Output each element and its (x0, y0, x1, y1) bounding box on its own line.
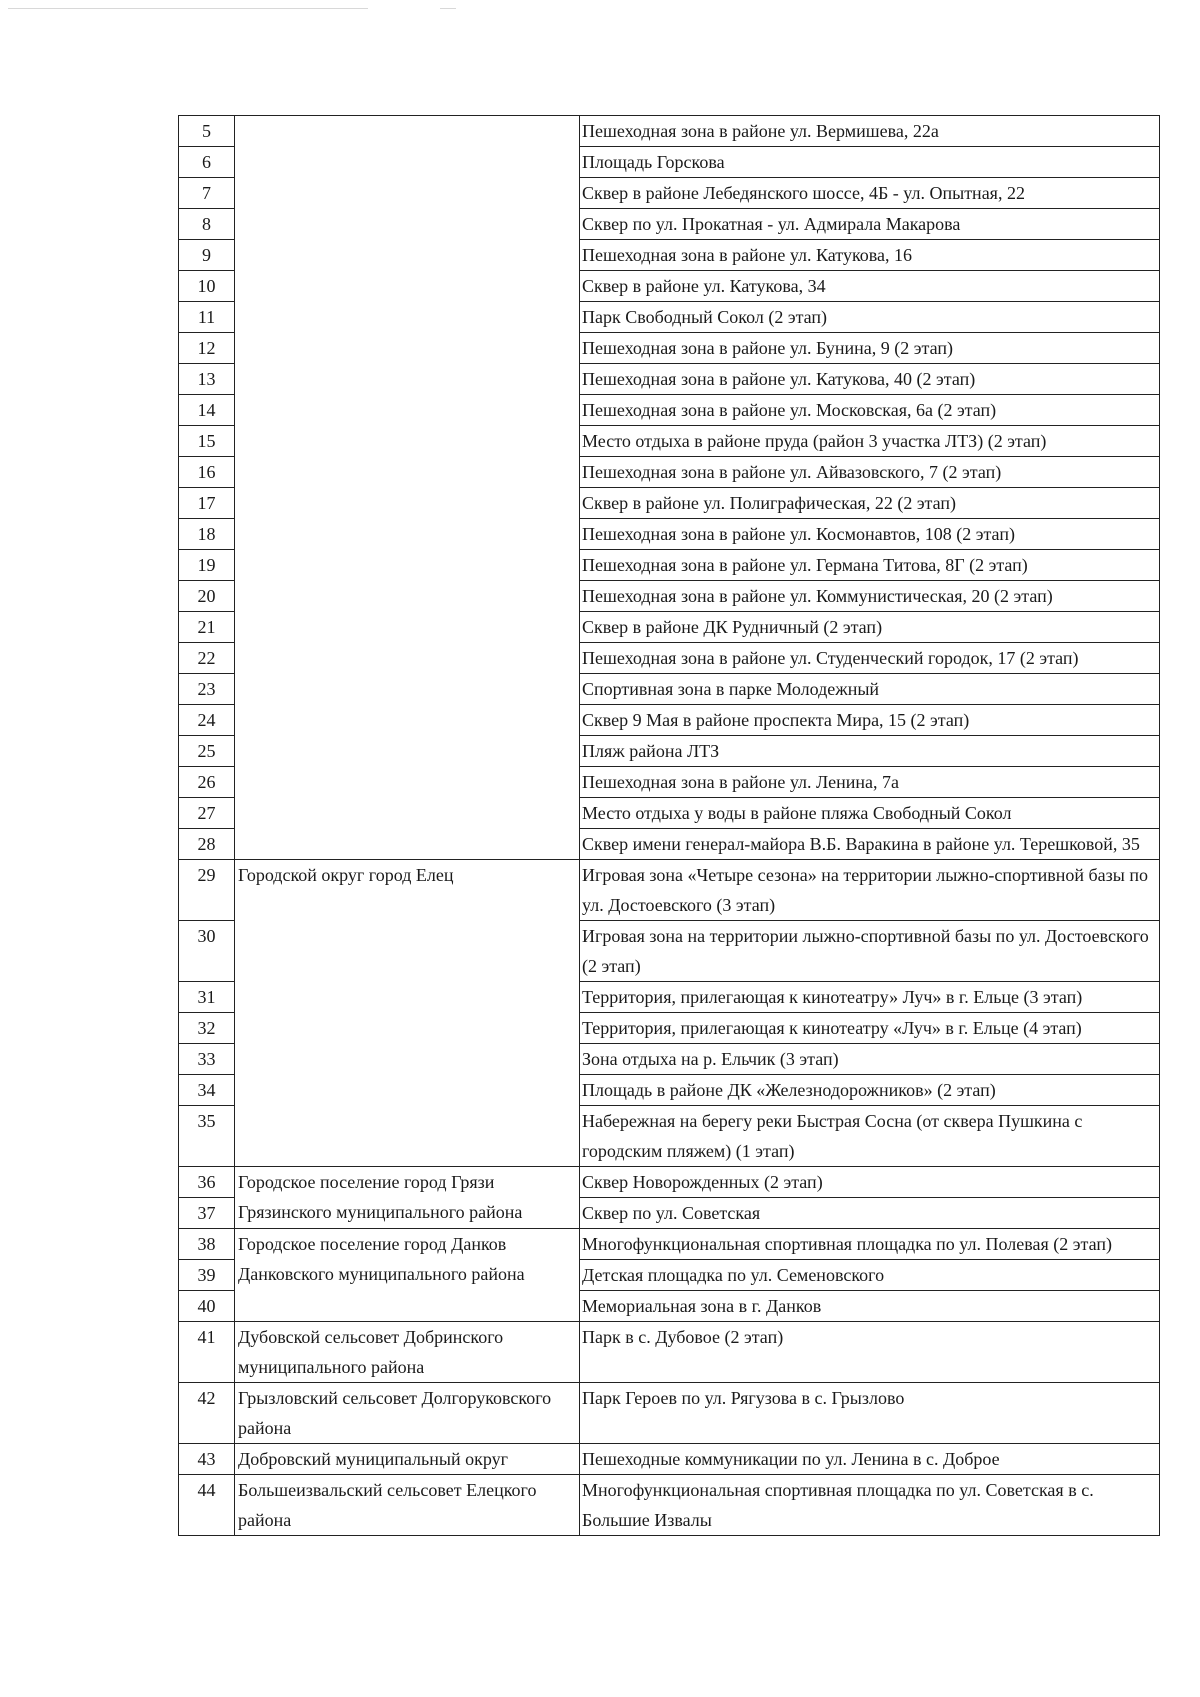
row-number: 27 (179, 798, 235, 829)
object-name: Пешеходная зона в районе ул. Катукова, 16 (580, 240, 1160, 271)
object-name: Пешеходная зона в районе ул. Ленина, 7а (580, 767, 1160, 798)
row-number: 18 (179, 519, 235, 550)
row-number: 42 (179, 1383, 235, 1444)
table-row (179, 1444, 1160, 1475)
object-name: Пешеходная зона в районе ул. Вермишева, 22а (580, 116, 1160, 147)
object-name: Сквер в районе ул. Полиграфическая, 22 (2 этап) (580, 488, 1160, 519)
object-name: Территория, прилегающая к кинотеатру «Луч» в г. Ельце (4 этап) (580, 1013, 1160, 1044)
table-row (179, 1322, 1160, 1383)
row-number: 26 (179, 767, 235, 798)
row-number: 6 (179, 147, 235, 178)
objects-table (178, 115, 1160, 1536)
object-name: Детская площадка по ул. Семеновского (580, 1260, 1160, 1291)
object-name: Пешеходная зона в районе ул. Катукова, 40 (2 этап) (580, 364, 1160, 395)
row-number: 37 (179, 1198, 235, 1229)
object-name: Пешеходные коммуникации по ул. Ленина в с. Доброе (580, 1444, 1160, 1475)
area-name: Добровский муниципальный округ (235, 1444, 580, 1475)
object-name: Спортивная зона в парке Молодежный (580, 674, 1160, 705)
object-name: Игровая зона «Четыре сезона» на территории лыжно-спортивной базы по ул. Достоевского (3 этап) (580, 860, 1160, 921)
row-number: 19 (179, 550, 235, 581)
table-row (179, 1475, 1160, 1536)
object-name: Многофункциональная спортивная площадка по ул. Полевая (2 этап) (580, 1229, 1160, 1260)
row-number: 9 (179, 240, 235, 271)
row-number: 30 (179, 921, 235, 982)
table-row (179, 860, 1160, 921)
table-row (179, 1229, 1160, 1260)
row-number: 16 (179, 457, 235, 488)
row-number: 22 (179, 643, 235, 674)
table-row (179, 1383, 1160, 1444)
row-number: 23 (179, 674, 235, 705)
object-name: Игровая зона на территории лыжно-спортивной базы по ул. Достоевского (2 этап) (580, 921, 1160, 982)
row-number: 34 (179, 1075, 235, 1106)
object-name: Площадь Горскова (580, 147, 1160, 178)
row-number: 36 (179, 1167, 235, 1198)
object-name: Сквер в районе Лебедянского шоссе, 4Б - ул. Опытная, 22 (580, 178, 1160, 209)
object-name: Сквер в районе ДК Рудничный (2 этап) (580, 612, 1160, 643)
table-row (179, 116, 1160, 147)
object-name: Парк в с. Дубовое (2 этап) (580, 1322, 1160, 1383)
area-name: Большеизвальский сельсовет Елецкого района (235, 1475, 580, 1536)
row-number: 43 (179, 1444, 235, 1475)
object-name: Сквер в районе ул. Катукова, 34 (580, 271, 1160, 302)
area-name: Дубовской сельсовет Добринского муниципального района (235, 1322, 580, 1383)
row-number: 33 (179, 1044, 235, 1075)
object-name: Набережная на берегу реки Быстрая Сосна (от сквера Пушкина с городским пляжем) (1 этап) (580, 1106, 1160, 1167)
row-number: 15 (179, 426, 235, 457)
object-name: Место отдыха у воды в районе пляжа Свободный Сокол (580, 798, 1160, 829)
scan-artifact (440, 8, 456, 9)
object-name: Пешеходная зона в районе ул. Германа Титова, 8Г (2 этап) (580, 550, 1160, 581)
object-name: Территория, прилегающая к кинотеатру» Луч» в г. Ельце (3 этап) (580, 982, 1160, 1013)
row-number: 41 (179, 1322, 235, 1383)
row-number: 29 (179, 860, 235, 921)
row-number: 24 (179, 705, 235, 736)
object-name: Пешеходная зона в районе ул. Бунина, 9 (2 этап) (580, 333, 1160, 364)
object-name: Место отдыха в районе пруда (район 3 участка ЛТЗ) (2 этап) (580, 426, 1160, 457)
row-number: 32 (179, 1013, 235, 1044)
object-name: Пешеходная зона в районе ул. Студенческий городок, 17 (2 этап) (580, 643, 1160, 674)
object-name: Сквер 9 Мая в районе проспекта Мира, 15 (2 этап) (580, 705, 1160, 736)
table-row (179, 1167, 1160, 1198)
row-number: 13 (179, 364, 235, 395)
row-number: 12 (179, 333, 235, 364)
row-number: 25 (179, 736, 235, 767)
row-number: 10 (179, 271, 235, 302)
object-name: Сквер по ул. Прокатная - ул. Адмирала Макарова (580, 209, 1160, 240)
row-number: 38 (179, 1229, 235, 1260)
object-name: Площадь в районе ДК «Железнодорожников» (2 этап) (580, 1075, 1160, 1106)
row-number: 7 (179, 178, 235, 209)
row-number: 20 (179, 581, 235, 612)
object-name: Мемориальная зона в г. Данков (580, 1291, 1160, 1322)
row-number: 40 (179, 1291, 235, 1322)
row-number: 39 (179, 1260, 235, 1291)
object-name: Сквер по ул. Советская (580, 1198, 1160, 1229)
object-name: Пешеходная зона в районе ул. Московская, 6а (2 этап) (580, 395, 1160, 426)
object-name: Сквер Новорожденных (2 этап) (580, 1167, 1160, 1198)
area-name: Городское поселение город Грязи Грязинского муниципального района (235, 1167, 580, 1229)
area-cell (235, 116, 580, 860)
scan-artifact (8, 8, 368, 9)
area-name: Городское поселение город Данков Данковского муниципального района (235, 1229, 580, 1322)
object-name: Пешеходная зона в районе ул. Коммунистическая, 20 (2 этап) (580, 581, 1160, 612)
row-number: 11 (179, 302, 235, 333)
area-name: Городской округ город Елец (235, 860, 580, 1167)
row-number: 17 (179, 488, 235, 519)
row-number: 21 (179, 612, 235, 643)
object-name: Пляж района ЛТЗ (580, 736, 1160, 767)
object-name: Пешеходная зона в районе ул. Айвазовского, 7 (2 этап) (580, 457, 1160, 488)
row-number: 14 (179, 395, 235, 426)
object-name: Пешеходная зона в районе ул. Космонавтов, 108 (2 этап) (580, 519, 1160, 550)
row-number: 28 (179, 829, 235, 860)
row-number: 8 (179, 209, 235, 240)
row-number: 35 (179, 1106, 235, 1167)
row-number: 31 (179, 982, 235, 1013)
object-name: Парк Героев по ул. Рягузова в с. Грызлово (580, 1383, 1160, 1444)
object-name: Многофункциональная спортивная площадка по ул. Советская в с. Большие Извалы (580, 1475, 1160, 1536)
row-number: 44 (179, 1475, 235, 1536)
object-name: Парк Свободный Сокол (2 этап) (580, 302, 1160, 333)
object-name: Сквер имени генерал-майора В.Б. Варакина в районе ул. Терешковой, 35 (580, 829, 1160, 860)
row-number: 5 (179, 116, 235, 147)
object-name: Зона отдыха на р. Ельчик (3 этап) (580, 1044, 1160, 1075)
area-name: Грызловский сельсовет Долгоруковского района (235, 1383, 580, 1444)
